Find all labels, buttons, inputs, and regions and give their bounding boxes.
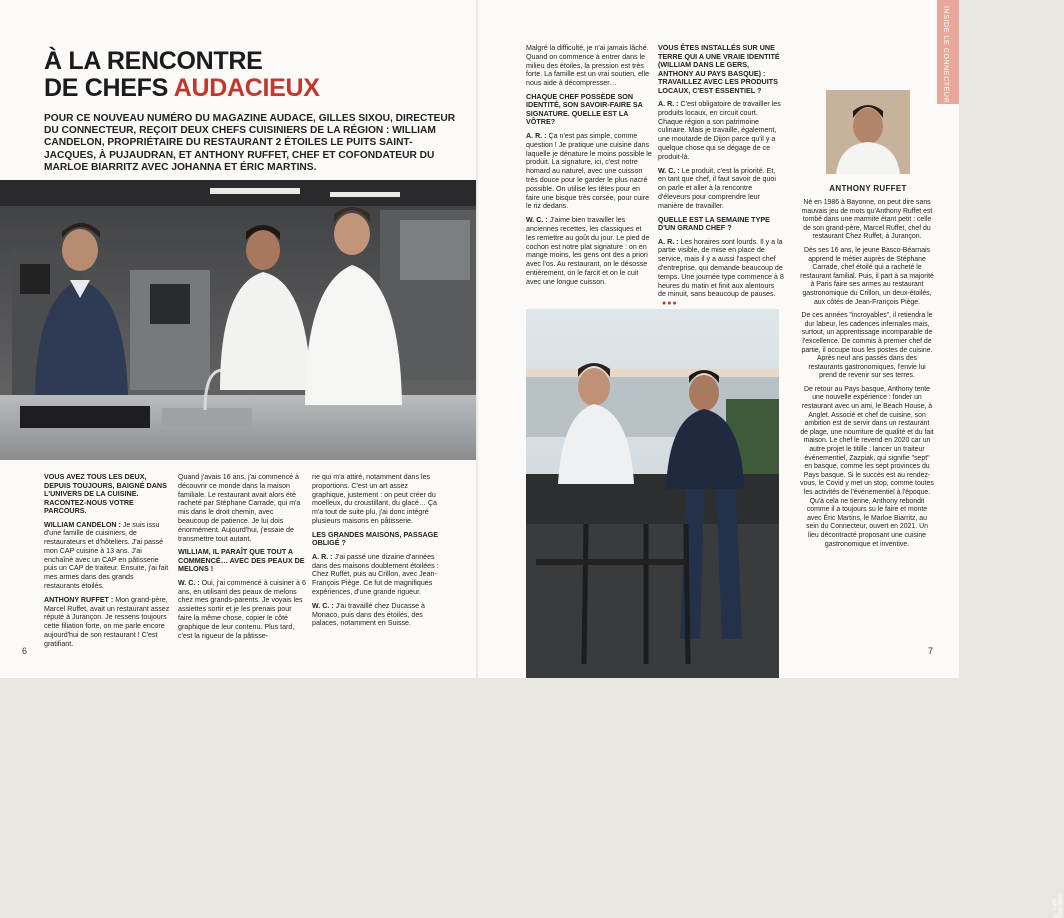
bio-paragraph-3: De ces années "incroyables", il retiendra le dur labeur, les cadences infernales mais, surtout, un apprentissage incomparable de l'excellence. De commis à premier chef de partie, il occupe tous les postes de cuisine. Après neuf ans passés dans des restaurants gastronomiques, l'envie lui prend de revenir sur ses terres. — [801, 312, 933, 380]
answer-text: Le produit, c'est la priorité. Et, en tant que chef, il faut savoir de quoi on parle et aller à la rencontre d'éleveurs pour comprendre leur manière de travailler. — [658, 166, 776, 210]
answer-text: Les horaires sont lourds. Il y a la partie visible, de mise en place de service, mais il y a aussi l'aspect chef d'entreprise, qui demande beaucoup de temps. Une journée type commence à 8 heures du matin et finit aux alentours de minuit, sans beaucoup de pauses. — [658, 237, 784, 299]
speaker-wc: W. C. : — [178, 578, 200, 587]
speaker-ar: A. R. : — [312, 552, 333, 561]
speaker-ar: A. R. : — [658, 237, 679, 246]
paragraph-anthony-16ans: Quand j'avais 16 ans, j'ai commencé à découvrir ce monde dans la maison familiale. Le restaurant avait alors été racheté par Stéphane Carrade, qui m'a mis dans le droit chemin, avec beaucoup de patience. Je lui dois énormément. Aujourd'hui, j'essaie de transmettre tout autant. — [178, 473, 301, 543]
left-column-3 — [312, 473, 440, 633]
question-melons: WILLIAM, IL PARAÎT QUE TOUT A COMMENCÉ… AVEC DES PEAUX DE MELONS ! — [178, 547, 305, 574]
speaker-wc: W. C. : — [526, 216, 548, 225]
answer-anthony-locaux — [658, 100, 784, 162]
answer-text: J'aime bien travailler les anciennes recettes, les classiques et les remettre au goût du jour. Le pied de cochon est notre plat signature : on en mange moins, les gens ont des a priori avec l'os. Au restaurant, on le désosse entièrement, on le farcit et on le cuit avec une longue cuisson. — [526, 216, 650, 286]
answer-anthony-parcours — [44, 596, 170, 649]
speaker-wc: W. C. : — [658, 166, 680, 175]
page-number-left: 6 — [22, 646, 28, 656]
answer-text: C'est obligatoire de travailler les produits locaux, en circuit court. Chaque région a son patrimoine culinaire. Mais je travaille, également, une moutarde de Dijon parce qu'il y a quelque chose qui se dégage de ce produit-là. — [658, 100, 781, 161]
headline-line-2-start: DE CHEFS — [44, 74, 174, 102]
anthony-ruffet-bio — [800, 199, 934, 554]
headline — [44, 48, 464, 102]
end-of-article-dots: ●●● — [662, 300, 678, 308]
answer-william-locaux — [658, 167, 784, 211]
question-semaine-type: QUELLE EST LA SEMAINE TYPE D'UN GRAND CHEF ? — [658, 214, 770, 233]
section-tab — [937, 0, 959, 104]
bio-paragraph-4: De retour au Pays basque, Anthony tente une nouvelle expérience : fonder un restaurant avec un ami, le Beach House, à Anglet. Associé et chef de cuisine, son ambition est de servir dans un restaurant de plage, une nourriture de qualité et du fait maison. Le chef le revend en 2020 car un autre projet le titille : lancer un traiteur événementiel, Zazpiak, qui signifie "sept" en basque, comme les sept provinces du Pays basque. Si le succès est au rendez-vous, le Covid y met un stop, comme toutes les activités de l'événementiel à l'époque. Qu'à cela ne tienne, Anthony rebondit comme il a toujours su le faire et monte avec Éric Martins, le Marloe Biarritz, au sein du Connecteur, ouvert en 2021. Un lieu décontracté proposant une cuisine gastronomique et inventive. — [800, 385, 934, 548]
paragraph-patisserie: rie qui m'a attiré, notamment dans les proportions. C'est un art assez graphique, justement : on peut créer du moelleux, du croustillant, du glacé… Ça m'a tout de suite plu, j'ai donc intégré plusieurs maisons en pâtisserie. — [312, 473, 437, 525]
portrait-name: ANTHONY RUFFET — [829, 184, 907, 193]
left-column-1 — [44, 473, 170, 654]
left-column-2 — [178, 473, 306, 645]
speaker-wc: W. C. : — [312, 601, 334, 610]
headline-line-2 — [44, 75, 464, 102]
headline-accent: AUDACIEUX — [173, 74, 320, 102]
right-column-1 — [526, 44, 652, 292]
answer-text: Je suis issu d'une famille de cuisiniers, de restaurateurs et d'hôteliers. J'ai passé mon CAP cuisine à 13 ans. J'ai enchaîné avec un CAP en pâtisserie puis un CAP de traiteur. Ensuite, j'ai fait mes armes dans des grands restaurants étoilés. — [44, 520, 169, 591]
kitchen-interview-photo — [0, 180, 479, 460]
answer-anthony-identite — [526, 132, 652, 211]
speaker-ar: A. R. : — [526, 131, 547, 140]
answer-text: Ça n'est pas simple, comme question ! Je pratique une cuisine dans laquelle je dénature le moins possible le produit. La signature, ici, c'est notre homard au naturel, avec une cuisson très douce pour le garder le plus nacré possible. On utilise les têtes pour en faire une bisque très corsée, pour cuire le riz dedans. — [526, 131, 652, 211]
answer-anthony-semaine — [658, 238, 784, 309]
answer-anthony-maisons — [312, 553, 440, 597]
right-column-2 — [658, 44, 784, 314]
paragraph-difficulte: Malgré la difficulté, je n'ai jamais lâché. Quand on commence à entrer dans le milieu des étoiles, la pression est très forte. La famille est un vrai soutien, elle nous aide à décompresser… — [526, 44, 650, 88]
bio-paragraph-1: Né en 1986 à Bayonne, on peut dire sans mauvais jeu de mots qu'Anthony Ruffet est tombé dans une marmite étant petit : celle de son grand-père, Marcel Ruffet, chef du restaurant Chez Ruffet, à Jurançon. — [801, 199, 933, 241]
answer-text: J'ai travaillé chez Ducasse à Monaco, puis dans des étoilés, des palaces, notamment en Suisse. — [312, 601, 425, 628]
bio-paragraph-2: Dès ses 16 ans, le jeune Basco-Béarnais apprend le métier auprès de Stéphane Carrade, chef étoilé qui a racheté le restaurant familial. Puis, il part à sa majorité à Paris faire ses armes au restaurant gastronomique du Crillon, un deux-étoilés, aux côtés de Jean-François Piège. — [800, 246, 934, 306]
speaker-william: WILLIAM CANDELON : — [44, 520, 121, 529]
question-produits-locaux: VOUS ÊTES INSTALLÉS SUR UNE TERRE QUI A UNE VRAIE IDENTITÉ (WILLIAM DANS LE GERS, ANTHONY AU PAYS BASQUE) : TRAVAILLEZ AVEC LES PRODUITS LOCAUX, C'EST ESSENTIEL ? — [658, 43, 780, 95]
speaker-ar: A. R. : — [658, 100, 679, 108]
answer-text: Oui, j'ai commencé à cuisiner à 6 ans, en utilisant des peaux de melons chez mes grands-parents. Je voyais les assiettes sortir et je les prenais pour faire la même chose, copier le côté graphique de leur contenu. Plus tard, c'est la rigueur de la pâtisse- — [178, 578, 306, 640]
headline-line-1: À LA RENCONTRE — [44, 47, 263, 75]
question-parcours: VOUS AVEZ TOUS LES DEUX, DEPUIS TOUJOURS, BAIGNÉ DANS L'UNIVERS DE LA CUISINE. RACONTEZ-NOUS VOTRE PARCOURS. — [44, 472, 167, 515]
answer-text: Mon grand-père, Marcel Ruffet, avait un restaurant assez réputé à Jurançon. Je ressens toujours cette filiation forte, on me parle encore aujourd'hui de son restaurant ! C'est gratifiant. — [44, 595, 170, 648]
photo-credit: © Cyril Garrabos — [1052, 892, 1064, 918]
page-number-right: 7 — [928, 646, 934, 656]
answer-william-parcours — [44, 521, 170, 591]
section-tab-label: INSIDE LE CONNECTEUR — [942, 6, 949, 104]
left-page — [0, 0, 479, 678]
anthony-ruffet-portrait — [826, 90, 910, 174]
question-identite: CHAQUE CHEF POSSÈDE SON IDENTITÉ, SON SAVOIR-FAIRE SA SIGNATURE. QUELLE EST LA VÔTRE? — [526, 91, 643, 127]
intro-paragraph: POUR CE NOUVEAU NUMÉRO DU MAGAZINE AUDACE, GILLES SIXOU, DIRECTEUR DU CONNECTEUR, REÇOIT DEUX CHEFS CUISINIERS DE LA RÉGION : WILLIAM CANDELON, PROPRIÉTAIRE DU RESTAURANT 2 ÉTOILES LE PUITS SAINT-JACQUES, À PUJAUDRAN, ET ANTHONY RUFFET, CHEF ET COFONDATEUR DU MARLOE BIARRITZ AVEC JOHANNA ET ÉRIC MARTINS. — [44, 113, 456, 173]
question-grandes-maisons: LES GRANDES MAISONS, PASSAGE OBLIGÉ ? — [312, 529, 439, 548]
answer-william-melons — [178, 579, 306, 641]
speaker-anthony: ANTHONY RUFFET : — [44, 595, 114, 604]
answer-william-identite — [526, 216, 652, 286]
answer-william-maisons — [312, 602, 440, 628]
answer-text: J'ai passé une dizaine d'années dans des maisons doublement étoilées : Chez Ruffet, puis au Crillon, avec Jean-François Piège. Ce fut de magnifiques expériences, d'une grande rigueur. — [312, 552, 439, 596]
